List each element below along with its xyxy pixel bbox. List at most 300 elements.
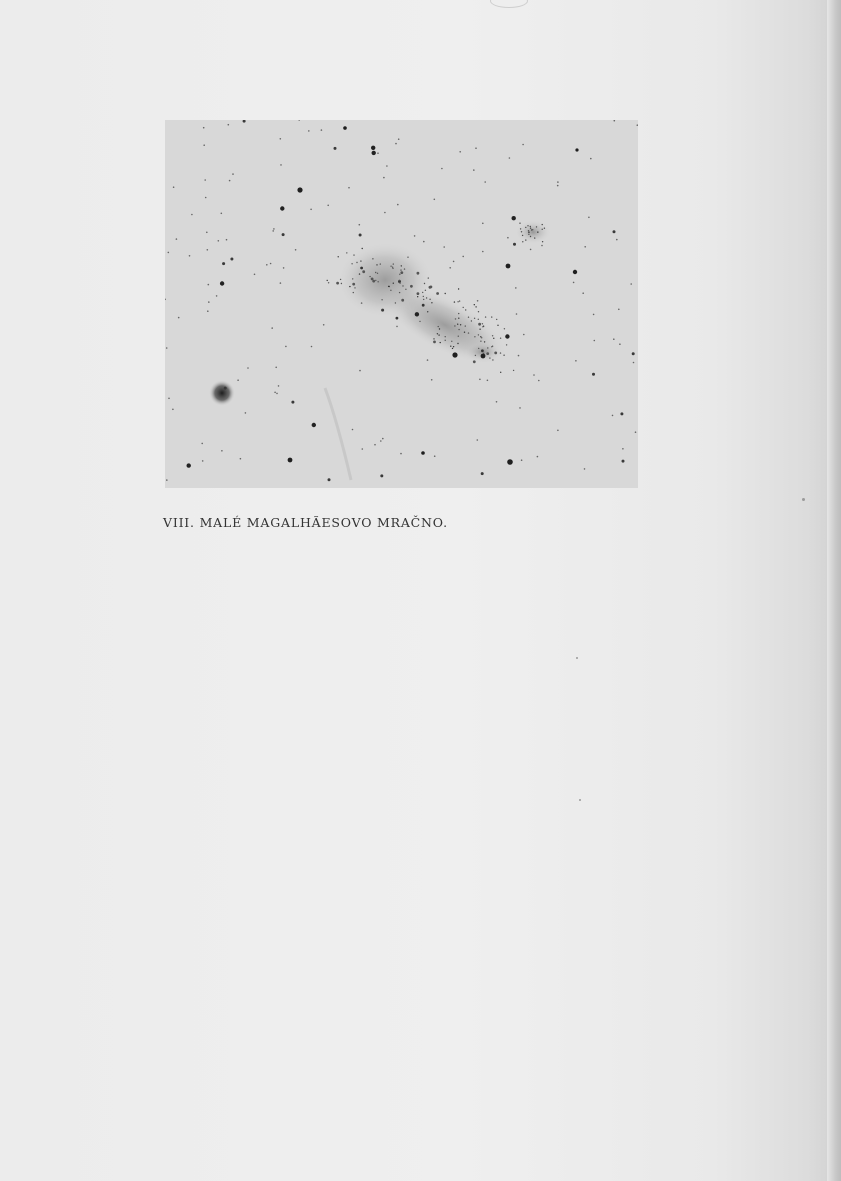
star (336, 282, 339, 285)
star (207, 249, 209, 251)
star (468, 317, 469, 318)
star (352, 278, 353, 279)
star (421, 451, 425, 455)
star (399, 282, 401, 284)
star (280, 138, 282, 140)
star (429, 299, 431, 301)
star (622, 460, 625, 463)
star (407, 257, 408, 258)
star (477, 300, 479, 302)
paper-speck (576, 657, 578, 659)
star (525, 227, 526, 228)
star (398, 138, 400, 140)
star (484, 341, 485, 342)
star (438, 334, 439, 335)
star (475, 147, 477, 149)
star (503, 354, 505, 356)
star (288, 458, 293, 463)
star (537, 456, 539, 458)
star (207, 310, 209, 312)
star (400, 269, 401, 270)
star (500, 372, 501, 373)
star (402, 285, 403, 286)
star (166, 479, 168, 481)
star (390, 266, 391, 267)
star (392, 268, 393, 269)
star (475, 306, 476, 307)
star (280, 206, 284, 210)
star (588, 217, 590, 219)
star (451, 341, 452, 342)
star (247, 367, 249, 369)
star (573, 270, 577, 274)
star (452, 348, 453, 349)
star (401, 265, 402, 266)
star (521, 459, 523, 461)
star (445, 340, 446, 341)
star (482, 223, 484, 225)
star (399, 280, 400, 281)
star (620, 412, 623, 415)
star (377, 281, 379, 283)
star (399, 292, 400, 293)
star (377, 152, 379, 154)
star (485, 316, 486, 317)
star (557, 181, 559, 183)
star (224, 387, 227, 390)
star (482, 326, 483, 327)
star (594, 340, 596, 342)
paper-speck (579, 799, 581, 801)
star (340, 279, 341, 280)
star (437, 333, 438, 334)
star (494, 352, 497, 355)
star (575, 360, 577, 362)
star (221, 450, 223, 452)
star (240, 458, 242, 460)
star (422, 304, 425, 307)
star (557, 430, 559, 432)
star (592, 373, 595, 376)
star (386, 165, 388, 167)
star (465, 325, 466, 326)
star (323, 324, 325, 326)
star (395, 302, 396, 303)
star (308, 130, 310, 132)
star (400, 453, 402, 455)
star (431, 379, 433, 381)
star (276, 393, 278, 395)
star (221, 213, 223, 215)
star (530, 228, 531, 229)
star (619, 343, 621, 345)
star (519, 407, 521, 409)
star (237, 379, 239, 381)
star (473, 169, 475, 171)
star (457, 343, 458, 344)
star (274, 392, 276, 394)
star (449, 267, 451, 269)
star (454, 325, 455, 326)
star (482, 323, 483, 324)
star (452, 352, 457, 357)
star (453, 261, 455, 263)
star (450, 346, 451, 347)
star (455, 318, 457, 320)
star (492, 346, 493, 347)
star (618, 309, 620, 311)
star (530, 249, 532, 251)
star (346, 252, 347, 253)
star (266, 264, 268, 266)
star (422, 292, 423, 293)
star (349, 286, 350, 287)
star (353, 254, 354, 255)
star (433, 341, 436, 344)
star (616, 239, 618, 241)
star (473, 360, 476, 363)
star (278, 385, 280, 387)
star (381, 309, 384, 312)
star (590, 158, 592, 160)
star (522, 241, 523, 242)
star (295, 249, 297, 251)
star (297, 187, 302, 192)
star (440, 342, 441, 343)
star (478, 319, 479, 320)
star (272, 230, 274, 232)
star (474, 318, 475, 319)
star (496, 401, 498, 403)
star (519, 223, 520, 224)
star (204, 179, 206, 181)
paper-speck (802, 498, 805, 501)
star (613, 338, 615, 340)
star (352, 283, 355, 286)
star (536, 226, 537, 227)
star (226, 239, 228, 241)
star (478, 323, 481, 326)
star (206, 232, 208, 234)
star (478, 348, 479, 349)
star (328, 478, 331, 481)
star (582, 292, 584, 294)
star (436, 292, 439, 295)
star (245, 412, 247, 414)
star (516, 313, 518, 315)
star (496, 319, 497, 320)
star (390, 290, 391, 291)
star (445, 336, 446, 337)
star (362, 248, 363, 249)
star (410, 285, 413, 288)
star (464, 332, 465, 333)
star (380, 440, 382, 442)
star (458, 336, 459, 337)
star (393, 263, 394, 264)
star (423, 296, 424, 297)
star (481, 337, 482, 338)
star (187, 463, 191, 467)
star (468, 332, 469, 333)
star (632, 352, 635, 355)
star (283, 267, 285, 269)
star (341, 283, 342, 284)
star (374, 444, 376, 446)
star (178, 317, 180, 319)
star (208, 284, 210, 286)
star (166, 347, 168, 349)
globular-cluster (209, 380, 235, 406)
star (176, 238, 178, 240)
star (393, 283, 394, 284)
star (327, 205, 329, 207)
star (383, 177, 385, 179)
star (489, 357, 490, 358)
star (327, 280, 328, 281)
star (575, 148, 578, 151)
star (396, 326, 398, 328)
star (541, 245, 543, 247)
star (382, 438, 384, 440)
star (500, 338, 501, 339)
star (439, 328, 440, 329)
star (232, 173, 234, 175)
star (528, 234, 529, 235)
star (434, 199, 436, 201)
star (433, 338, 434, 339)
star (291, 401, 294, 404)
star (343, 126, 347, 130)
star (443, 246, 445, 248)
star (441, 168, 443, 170)
star (462, 256, 464, 258)
star (371, 146, 375, 150)
star (280, 164, 282, 166)
star (544, 228, 545, 229)
star (334, 147, 337, 150)
star (506, 264, 511, 269)
star (417, 296, 418, 297)
star (321, 129, 323, 131)
star (423, 299, 424, 300)
star (622, 448, 624, 450)
star (423, 241, 425, 243)
star (401, 299, 404, 302)
star (528, 232, 529, 233)
star (458, 313, 459, 314)
star (458, 288, 459, 289)
star (635, 431, 637, 433)
star (542, 229, 543, 230)
star (354, 287, 355, 288)
star (482, 251, 484, 253)
star (534, 237, 535, 238)
star (584, 246, 586, 248)
star (533, 374, 535, 376)
star (311, 346, 313, 348)
star (479, 329, 480, 330)
star (522, 144, 524, 146)
star (395, 143, 397, 145)
star (372, 151, 376, 155)
star (512, 216, 516, 220)
star (397, 204, 399, 206)
star (404, 268, 405, 269)
star (352, 429, 354, 431)
star (465, 309, 466, 310)
star (633, 362, 635, 364)
star (509, 157, 511, 159)
star (434, 455, 436, 457)
star (419, 321, 420, 322)
star (273, 228, 275, 230)
star (359, 370, 361, 372)
star (460, 324, 461, 325)
star (427, 311, 428, 312)
star (459, 300, 460, 301)
star (285, 346, 287, 348)
star (438, 326, 439, 327)
star (537, 231, 538, 232)
star (457, 324, 458, 325)
star (375, 280, 376, 281)
star (353, 292, 354, 293)
star (520, 228, 521, 229)
star (430, 286, 433, 289)
star (531, 229, 532, 230)
star (528, 230, 529, 231)
star (428, 277, 429, 278)
star (254, 274, 256, 276)
star (487, 347, 488, 348)
star (471, 320, 472, 321)
star (454, 301, 455, 302)
star (222, 262, 225, 265)
star (492, 335, 493, 336)
star (405, 289, 406, 290)
star (475, 355, 476, 356)
star (360, 267, 363, 270)
star (481, 349, 484, 352)
star (459, 151, 461, 153)
star (513, 370, 514, 371)
star (218, 240, 220, 242)
star (400, 271, 403, 274)
star (189, 255, 191, 257)
star (425, 290, 426, 291)
star (417, 272, 420, 275)
star (271, 327, 273, 329)
star (479, 379, 481, 381)
star (280, 282, 282, 284)
star (523, 334, 525, 336)
star (310, 209, 312, 211)
star (380, 263, 381, 264)
star (414, 235, 416, 237)
star (359, 224, 361, 226)
star (427, 359, 429, 361)
star (202, 460, 204, 462)
star (474, 304, 475, 305)
star (389, 286, 390, 287)
star (270, 263, 272, 265)
star (445, 293, 446, 294)
star (371, 278, 374, 281)
star (369, 276, 370, 277)
star (399, 274, 401, 276)
star (360, 260, 362, 262)
star (229, 180, 231, 182)
star (497, 325, 498, 326)
star (463, 307, 464, 308)
star (530, 236, 531, 237)
star (492, 359, 493, 360)
star (228, 124, 230, 126)
star (584, 468, 586, 470)
star (275, 367, 277, 369)
star (328, 282, 329, 283)
page-spine-shadow (827, 0, 841, 1181)
star (573, 282, 575, 284)
star (525, 239, 526, 240)
star (384, 212, 386, 214)
star (527, 225, 528, 226)
star (538, 380, 540, 382)
photographic-plate (165, 120, 638, 488)
star (376, 264, 377, 265)
star (431, 302, 432, 303)
star (518, 355, 520, 357)
star (493, 338, 494, 339)
star (173, 186, 175, 188)
star (362, 448, 364, 450)
star (481, 472, 484, 475)
star (396, 317, 399, 320)
star (417, 292, 420, 295)
star (521, 231, 522, 232)
star (542, 241, 543, 242)
star (377, 273, 378, 274)
star (356, 262, 357, 263)
star (168, 252, 170, 254)
star (593, 314, 595, 316)
star (348, 187, 350, 189)
star (359, 273, 360, 274)
star (415, 312, 419, 316)
star (338, 256, 339, 257)
star (505, 334, 509, 338)
star (230, 258, 233, 261)
star (172, 409, 174, 411)
star (203, 127, 205, 129)
star (361, 302, 363, 304)
star (282, 233, 285, 236)
star (480, 341, 481, 342)
star (351, 263, 352, 264)
star (478, 311, 479, 312)
star (513, 243, 516, 246)
star (458, 329, 459, 330)
star (484, 181, 486, 183)
star (380, 474, 383, 477)
star (557, 185, 559, 187)
star (612, 415, 614, 417)
star (530, 226, 531, 227)
star (487, 380, 489, 382)
star (205, 197, 207, 199)
star (168, 398, 170, 400)
